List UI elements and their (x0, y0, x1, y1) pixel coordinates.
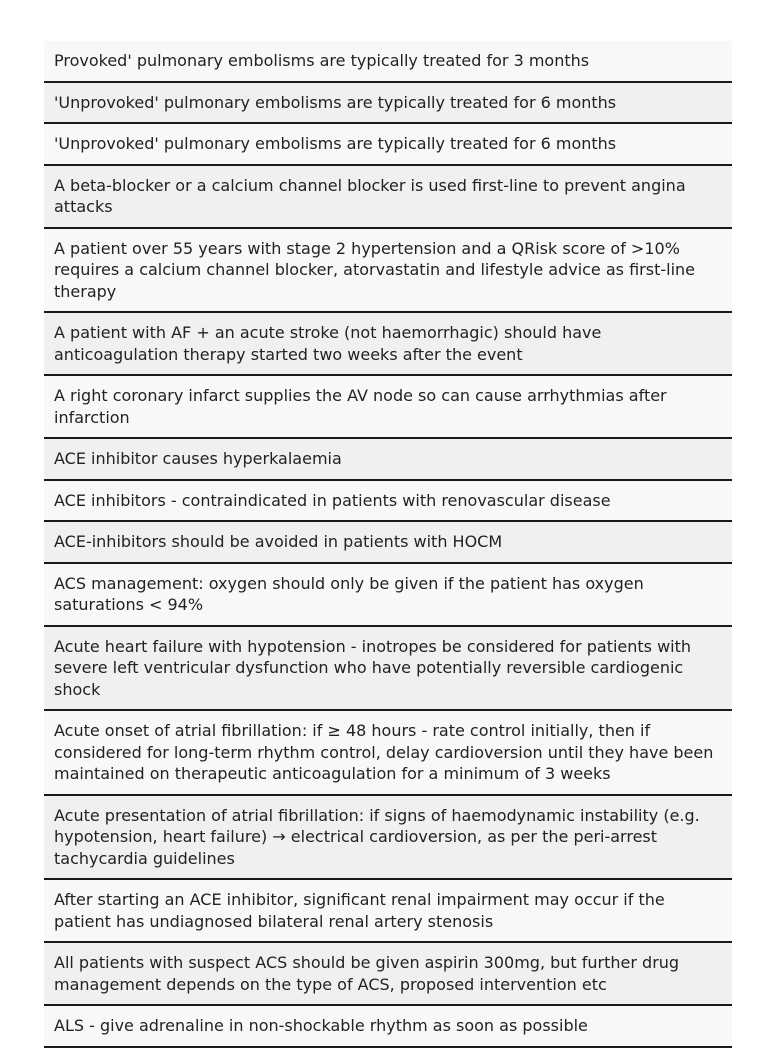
list-item: Provoked' pulmonary embolisms are typically treated for 3 months (44, 41, 732, 83)
list-item: A beta-blocker or a calcium channel blocker is used first-line to prevent angina attacks (44, 166, 732, 229)
list-item: All patients with suspect ACS should be given aspirin 300mg, but further drug management depends on the type of ACS, proposed intervention etc (44, 943, 732, 1006)
list-item: ACE inhibitor causes hyperkalaemia (44, 439, 732, 481)
fact-list (44, 41, 732, 1048)
list-item: After starting an ACE inhibitor, significant renal impairment may occur if the patient has undiagnosed bilateral renal artery stenosis (44, 880, 732, 943)
list-item: ACE inhibitors - contraindicated in patients with renovascular disease (44, 481, 732, 523)
list-item: A patient over 55 years with stage 2 hypertension and a QRisk score of >10% requires a calcium channel blocker, atorvastatin and lifestyle advice as first-line therapy (44, 229, 732, 314)
list-item: A right coronary infarct supplies the AV node so can cause arrhythmias after infarction (44, 376, 732, 439)
list-item: 'Unprovoked' pulmonary embolisms are typically treated for 6 months (44, 83, 732, 125)
list-item: Acute onset of atrial fibrillation: if ≥ 48 hours - rate control initially, then if considered for long-term rhythm control, delay cardioversion until they have been maintained on therapeutic anticoagulation for a minimum of 3 weeks (44, 711, 732, 796)
list-item: Acute presentation of atrial fibrillation: if signs of haemodynamic instability (e.g. hypotension, heart failure) → electrical cardioversion, as per the peri-arrest tachycardia guidelines (44, 796, 732, 881)
list-item: A patient with AF + an acute stroke (not haemorrhagic) should have anticoagulation therapy started two weeks after the event (44, 313, 732, 376)
list-item: ALS - give adrenaline in non-shockable rhythm as soon as possible (44, 1006, 732, 1048)
list-item: ACS management: oxygen should only be given if the patient has oxygen saturations < 94% (44, 564, 732, 627)
list-item: Acute heart failure with hypotension - inotropes be considered for patients with severe left ventricular dysfunction who have potentially reversible cardiogenic shock (44, 627, 732, 712)
list-item: 'Unprovoked' pulmonary embolisms are typically treated for 6 months (44, 124, 732, 166)
list-item: ACE-inhibitors should be avoided in patients with HOCM (44, 522, 732, 564)
